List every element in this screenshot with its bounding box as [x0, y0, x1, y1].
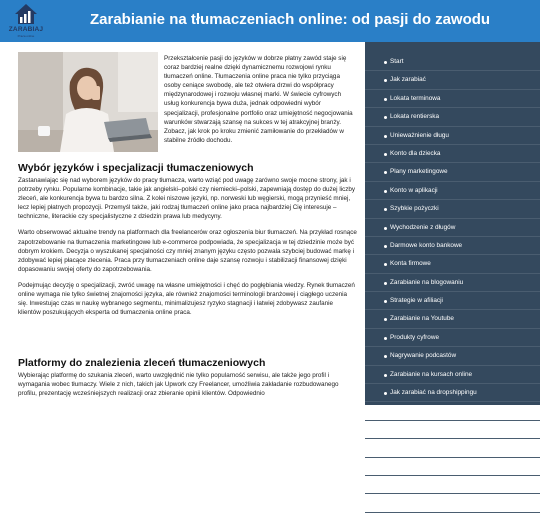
sidebar-item-label: Darmowe konto bankowe [390, 241, 463, 249]
sidebar-item-label: Plany marketingowe [390, 168, 448, 176]
sidebar-item[interactable] [365, 421, 540, 439]
sidebar-item[interactable] [365, 90, 540, 108]
site-header [0, 0, 540, 42]
sidebar-item[interactable] [365, 200, 540, 218]
sidebar-item-label: Lokata rentierska [390, 113, 440, 121]
sidebar-menu [365, 42, 540, 513]
sidebar-item[interactable] [365, 255, 540, 273]
sidebar-item-label: Jak zarabiać na zdjęciach [390, 425, 464, 433]
paragraph: Zastanawiając się nad wyborem języków do pracy tłumacza, warto wziąć pod uwagę zarówno swoje mocne strony, jak i potrzeby rynku. Popularne kombinacje, takie jak angielski–polski czy niemiecki–polski, zapewniają dostęp do dużej liczby zleceń, ale konkurencja bywa tu bardzo silna. Z kolei niszowe języki, np. norweski lub węgierski, mogą przynieść mniej, lecz lepiej płatnych propozycji. Przemyśl także, jaki rodzaj tłumaczeń online jako praca najbardziej Cię interesuje – techniczne, literackie czy specjalistyczne z dziedzin prawa lub medycyny. [18, 177, 356, 221]
sidebar-item[interactable] [365, 366, 540, 384]
sidebar-item-label: Lokata terminowa [390, 94, 441, 102]
sidebar-item-label: Jak zarabiać na copywritingu [390, 462, 473, 470]
sidebar-item[interactable] [365, 476, 540, 494]
bullet-dot-icon [384, 502, 387, 505]
sidebar-item[interactable] [365, 71, 540, 89]
sidebar-item[interactable] [365, 458, 540, 476]
sidebar-item-label: Unieważnienie długu [390, 131, 449, 139]
sidebar-item-label: Jak zarabiać [390, 76, 426, 84]
sidebar-item-label: Wychodzenie z długów [390, 223, 456, 231]
bullet-dot-icon [384, 355, 387, 358]
bullet-dot-icon [384, 466, 387, 469]
bullet-dot-icon [384, 337, 387, 340]
bullet-dot-icon [384, 245, 387, 248]
section-heading: Platformy do znalezienia zleceń tłumaczeniowych [18, 357, 266, 369]
sidebar-item-label: Produkty cyfrowe [390, 333, 440, 341]
bullet-dot-icon [384, 318, 387, 321]
bullet-dot-icon [384, 98, 387, 101]
sidebar-item[interactable] [365, 494, 540, 512]
bullet-dot-icon [384, 61, 387, 64]
bullet-dot-icon [384, 227, 387, 230]
sidebar-nav [365, 42, 540, 507]
sidebar-item[interactable] [365, 274, 540, 292]
bullet-dot-icon [384, 374, 387, 377]
sidebar-item[interactable] [365, 384, 540, 402]
site-logo[interactable] [6, 3, 46, 39]
woman-laptop-photo [18, 52, 158, 152]
bullet-dot-icon [384, 116, 387, 119]
sidebar-item-label: Konto dla dziecka [390, 149, 441, 157]
sidebar-item-label: Konto w aplikacji [390, 186, 438, 194]
paragraph: Wybierając platformę do szukania zleceń, warto uwzględnić nie tylko popularność serwisu, ale także jego profil i wymagania wobec tłumaczy. Wiele z nich, takich jak Upwork czy Freelancer, umożliwia zakładanie rozbudowanego profilu, prezentację wcześniejszych realizacji oraz zbieranie opinii klientów. Odpowiednio [18, 372, 339, 398]
sidebar-item[interactable] [365, 108, 540, 126]
sidebar-item-label: Szybkie pożyczki [390, 205, 439, 213]
bullet-dot-icon [384, 79, 387, 82]
sidebar-item-label: Zarabianie na Youtube [390, 315, 454, 323]
bullet-dot-icon [384, 208, 387, 211]
sidebar-item[interactable] [365, 402, 540, 420]
bullet-dot-icon [384, 429, 387, 432]
sidebar-item-label: Zarabianie na blogowaniu [390, 278, 464, 286]
bullet-dot-icon [384, 300, 387, 303]
article-content [18, 52, 357, 405]
sidebar-item-label: Zarabianie na kursach online [390, 370, 473, 378]
sidebar-item-label: Zarabianie na freelancingu [390, 407, 466, 415]
sidebar-item[interactable] [365, 127, 540, 145]
sidebar-item[interactable] [365, 219, 540, 237]
logo-text: ZARABIAJ [8, 26, 44, 33]
sidebar-item-label: Zarabianie na e-commerce [390, 499, 467, 507]
sidebar-item-label: Zarabianie na programowaniu [390, 444, 475, 452]
sidebar-item-label: Jak zarabiać na dropshippingu [390, 389, 477, 397]
sidebar-item[interactable] [365, 439, 540, 457]
sidebar-item-label: Zarabianie na SEO [390, 480, 445, 488]
sidebar-item-label: Konta firmowe [390, 260, 431, 268]
bullet-dot-icon [384, 282, 387, 285]
bullet-dot-icon [384, 135, 387, 138]
sidebar-item[interactable] [365, 182, 540, 200]
section-platforms [18, 357, 357, 398]
sidebar-item[interactable] [365, 329, 540, 347]
house-logo-icon [14, 3, 38, 25]
sidebar-item[interactable] [365, 145, 540, 163]
intro-paragraph: Przekształcenie pasji do języków w dobrze płatny zawód staje się coraz bardziej realne dzięki dynamicznemu rozwojowi rynku tłumaczeń online. Tłumaczenia online praca nie tylko przyciąga osoby ceniące swobodę, ale też otwiera drzwi do współpracy międzynarodowej i rozwoju własnej marki. W świecie cyfrowych usług konkurencja bywa duża, jednak odpowiedni wybór specjalizacji, profesjonalne portfolio oraz umiejętność negocjowania warunków stwarzają szansę na sukces w tej atrakcyjnej branży. Zobacz, jak krok po kroku zmienić zamiłowanie do przekładów w stabilne źródło dochodu. [164, 55, 353, 144]
sidebar-item[interactable] [365, 163, 540, 181]
sidebar-item[interactable] [365, 53, 540, 71]
section-heading: Wybór języków i specjalizacji tłumaczeniowych [18, 162, 254, 174]
sidebar-item-label: Start [390, 58, 404, 65]
paragraph: Warto obserwować aktualne trendy na platformach dla freelancerów oraz ogłoszenia biur tłumaczeń. Na przykład rosnące zapotrzebowanie na tłumaczenia marketingowe lub e-commerce podpowiada, że specjalizacja w tej dziedzinie może być dobrym krokiem. Decyzja o wyszukanej specjalności czy mniej znanym języku często pozwala szybciej budować markę i zdobywać lepiej płacące zlecenia. Praca przy tłumaczeniach online daje szansę rozwoju i stabilizacji finansowej dzięki dopasowaniu swojej oferty do zapotrzebowania. [18, 229, 357, 273]
bullet-dot-icon [384, 171, 387, 174]
bullet-dot-icon [384, 153, 387, 156]
sidebar-item-label: Strategie w afiliacji [390, 297, 443, 305]
bullet-dot-icon [384, 263, 387, 266]
bullet-dot-icon [384, 392, 387, 395]
sidebar-item[interactable] [365, 310, 540, 328]
bullet-dot-icon [384, 410, 387, 413]
sidebar-item[interactable] [365, 292, 540, 310]
section-specializations [18, 162, 357, 317]
page-title: Zarabianie na tłumaczeniach online: od pasji do zawodu [90, 11, 491, 28]
bullet-dot-icon [384, 484, 387, 487]
sidebar-item-label: Nagrywanie podcastów [390, 352, 457, 360]
bullet-dot-icon [384, 190, 387, 193]
bullet-dot-icon [384, 447, 387, 450]
logo-subtitle: Praca online [17, 34, 35, 38]
sidebar-item[interactable] [365, 237, 540, 255]
sidebar-item[interactable] [365, 347, 540, 365]
paragraph: Podejmując decyzję o specjalizacji, zwróć uwagę na własne umiejętności i chęć do pogłębiania wiedzy. Rynek tłumaczeń online wymaga nie tylko świetnej znajomości języka, ale również znajomości terminologii branżowej i ciągłego uczenia się. Inwestując czas w naukę wybranego segmentu, minimalizujesz ryzyko stagnacji i łatwiej zdobywasz zaufanie klientów poszukujących eksperta od tłumaczenia online praca. [18, 281, 355, 317]
